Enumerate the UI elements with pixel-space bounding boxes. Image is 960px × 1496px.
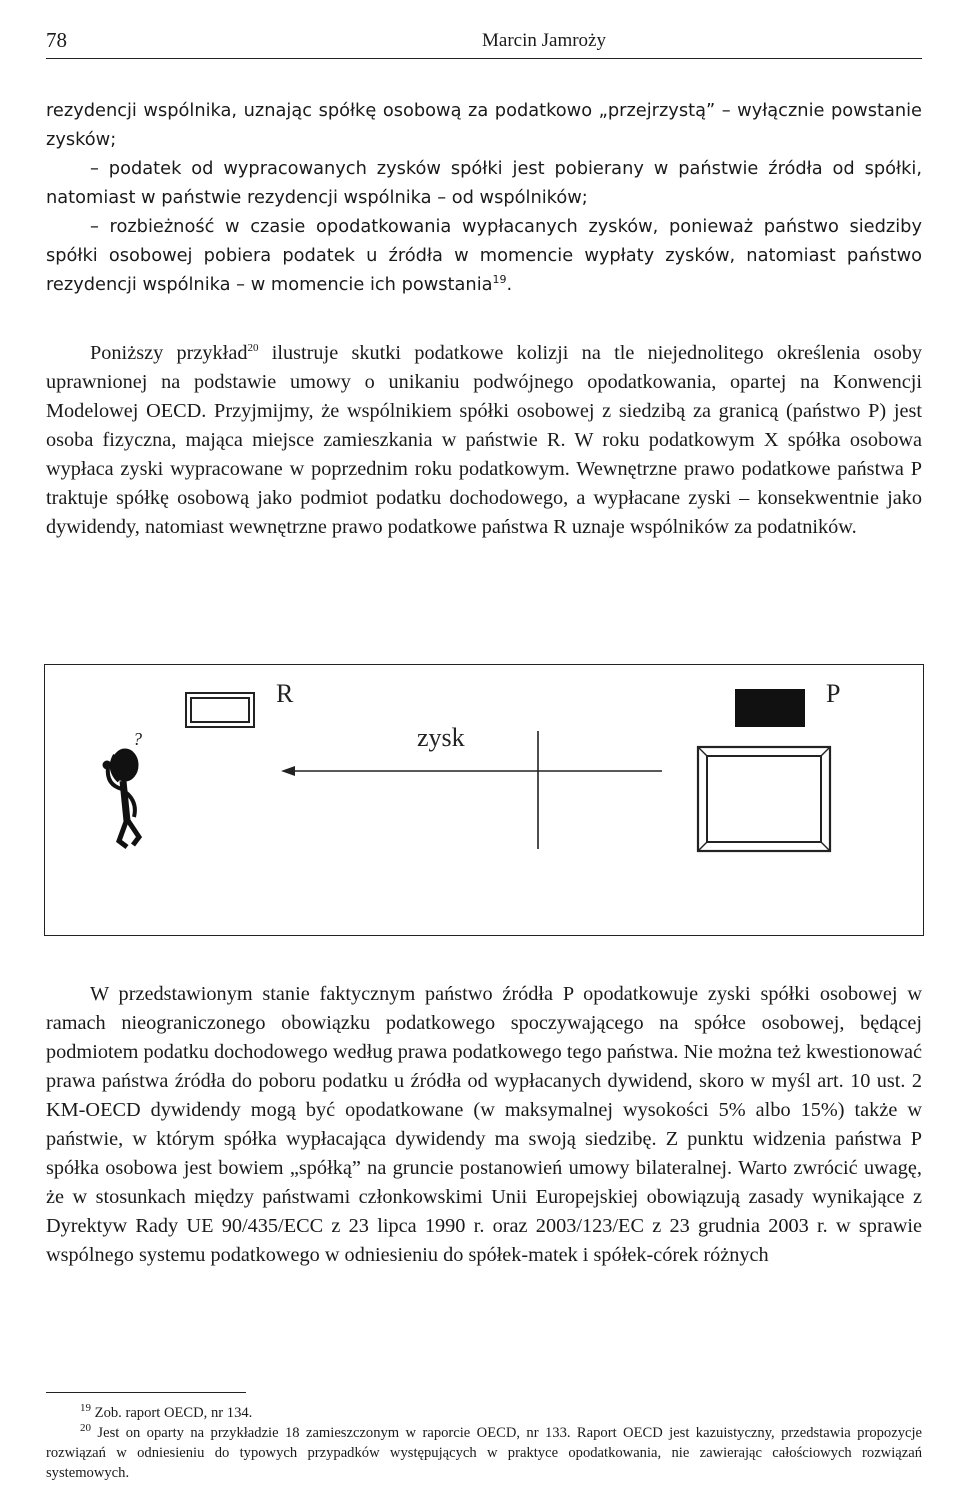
- list-item-continuation: rezydencji wspólnika, uznając spółkę osobową za podatkowo „przejrzystą” – wyłącznie powstanie zysków;: [46, 100, 922, 150]
- footnote-20-text: Jest on oparty na przykładzie 18 zamieszczonym w raporcie OECD, nr 133. Raport OECD jest kazuistyczny, przedstawia propozycje rozwiązań w odniesieniu do typowych przypadków występujących w praktyce opodatkowania, nie zawierając całościowych rozwiązań systemowych.: [46, 1425, 922, 1481]
- example-rest: ilustruje skutki podatkowe kolizji na tle niejednolitego określenia osoby uprawnionej na podstawie umowy o unikaniu podwójnego opodatkowania, opartej na Konwencji Modelowej OECD. Przyjmijmy, że wspólnikiem spółki osobowej z siedzibą za granicą (państwo P) jest osoba fizyczna, mająca miejsce zamieszkania w państwie R. W roku podatkowym X spółka osobowa wypłaca zyski wypracowane w poprzednim roku podatkowym. Wewnętrzne prawo podatkowe państwa P traktuje spółkę osobową jako podmiot podatku dochodowego, a wypłacane zyski – konsekwentnie jako dywidendy, natomiast wewnętrzne prawo podatkowe państwa R uznaje wspólników za podatników.: [46, 342, 922, 538]
- footnote-ref-20: 20: [247, 342, 259, 355]
- list-continuation: [46, 96, 922, 299]
- partner-figure-icon: [103, 749, 139, 847]
- tax-diagram: [44, 664, 924, 936]
- footnote-19-number: 19: [80, 1402, 91, 1415]
- footnotes: [46, 1403, 922, 1483]
- analysis-paragraph-text: W przedstawionym stanie faktycznym państwo źródła P opodatkowuje zyski spółki osobowej w ramach nieograniczonego obowiązku podatkowego spoczywającego na spółce osobowej, będącej podmiotem podatku dochodowego według prawa podatkowego tego państwa. Nie można też kwestionować prawa państwa źródła do poboru podatku u źródła od wypłacanych dywidend, skoro w myśl art. 10 ust. 2 KM-OECD dywidendy mogą być opodatkowane (w maksymalnej wysokości 5% albo 15%) także w państwie, w którym spółka wypłacająca dywidendy ma swoją siedzibę. Z punktu widzenia państwa P spółka osobowa jest bowiem „spółką” na gruncie postanowień umowy bilateralnej. Warto zwrócić uwagę, że w stosunkach między państwami członkowskimi Unii Europejskiej obowiązują zasady wynikające z Dyrektyw Rady UE 90/435/ECC z 23 lipca 1990 r. oraz 2003/123/EC z 23 grudnia 2003 r. w sprawie wspólnego systemu podatkowego w odniesieniu do spółek-matek i spółek-córek różnych: [46, 983, 922, 1266]
- page-header: [46, 26, 922, 59]
- state-r-box: [186, 693, 254, 727]
- footnote-20-number: 20: [80, 1422, 91, 1435]
- state-p-label: P: [826, 679, 841, 708]
- example-lead: Poniższy przykład: [90, 342, 248, 364]
- question-mark: ?: [133, 729, 142, 749]
- list-item-timing-end: .: [506, 274, 513, 295]
- list-item-timing-discrepancy: [46, 212, 922, 299]
- footnote-19: [46, 1403, 922, 1423]
- tax-diagram-drawing: [45, 665, 923, 935]
- list-item-tax-collection: – podatek od wypracowanych zysków spółki jest pobierany w państwie źródła od spółki, natomiast w państwie rezydencji wspólnika – od wspólników;: [46, 158, 922, 208]
- example-paragraph-text: [46, 339, 922, 542]
- footnote-19-text: Zob. raport OECD, nr 134.: [94, 1405, 253, 1421]
- profit-flow-label: zysk: [417, 723, 465, 752]
- example-paragraph: [46, 339, 922, 542]
- list-item-timing-text: – rozbieżność w czasie opodatkowania wypłacanych zysków, ponieważ państwo siedziby spółki osobowej pobiera podatek u źródła w momencie wypłaty zysków, natomiast państwo rezydencji wspólnika – w momencie ich powstania: [46, 216, 922, 295]
- state-p-box: [735, 689, 805, 727]
- page-number: 78: [46, 28, 67, 52]
- analysis-paragraph: [46, 980, 922, 1270]
- profit-flow-arrow: [281, 766, 662, 776]
- footnote-20: [46, 1423, 922, 1483]
- partnership-company-box: [698, 747, 830, 851]
- footnote-ref-19: 19: [492, 273, 507, 287]
- running-head-author: Marcin Jamroży: [482, 30, 606, 51]
- state-r-label: R: [276, 679, 294, 708]
- footnote-divider: [46, 1392, 246, 1393]
